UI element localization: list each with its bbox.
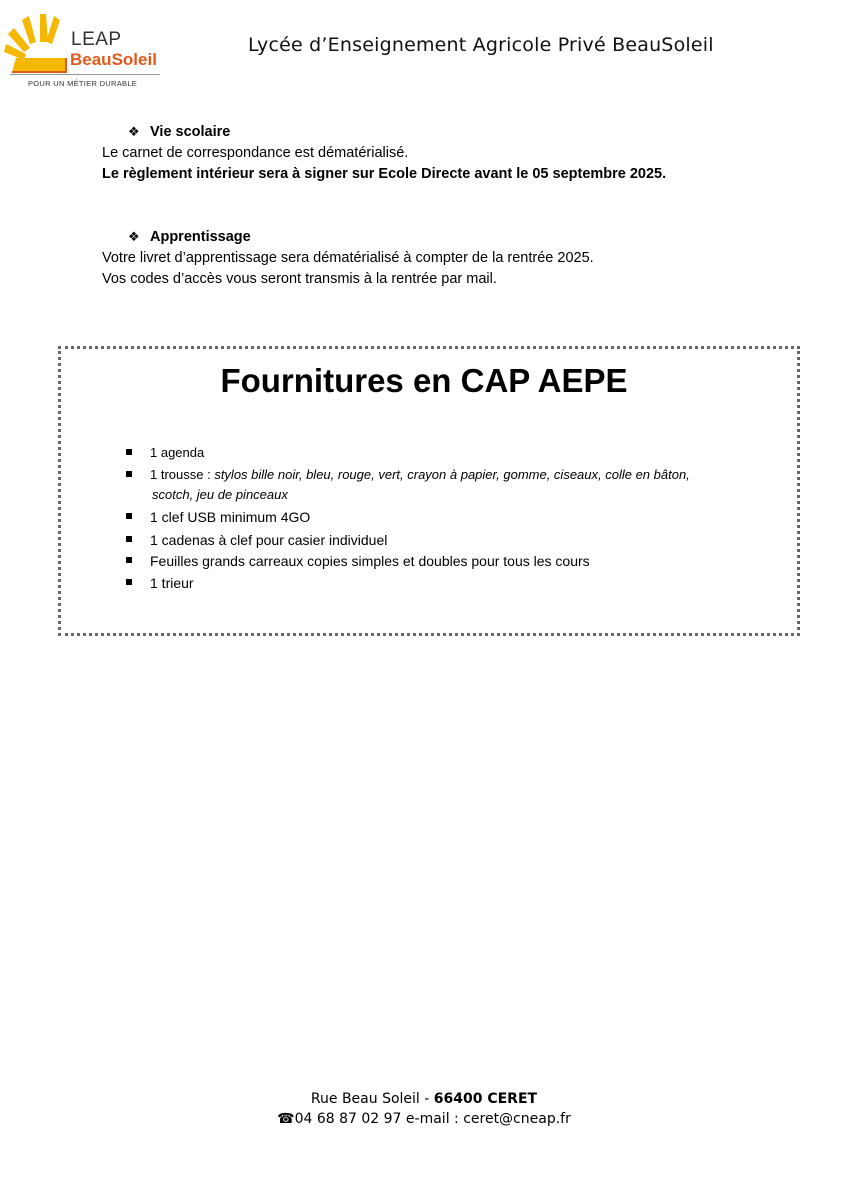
logo-leap-text: LEAP bbox=[71, 29, 122, 50]
list-item: 1 cadenas à clef pour casier individuel bbox=[126, 532, 387, 548]
logo-tagline: POUR UN MÉTIER DURABLE bbox=[28, 79, 138, 88]
phone-icon: ☎ bbox=[277, 1111, 295, 1127]
school-name: Lycée d’Enseignement Agricole Privé BeauSoleil bbox=[248, 34, 714, 56]
square-bullet-icon bbox=[126, 557, 132, 563]
list-item: 1 clef USB minimum 4GO bbox=[126, 509, 310, 525]
apprentissage-line2: Vos codes d’accès vous seront transmis à la rentrée par mail. bbox=[102, 271, 497, 287]
apprentissage-title: Apprentissage bbox=[150, 229, 251, 245]
vie-scolaire-line2: Le règlement intérieur sera à signer sur Ecole Directe avant le 05 septembre 2025. bbox=[102, 166, 667, 182]
diamond-bullet-icon: ❖ bbox=[128, 229, 140, 244]
vie-scolaire-heading bbox=[128, 124, 230, 140]
diamond-bullet-icon: ❖ bbox=[128, 124, 140, 139]
logo-divider bbox=[10, 74, 160, 75]
footer-contact: ☎04 68 87 02 97 e-mail : ceret@cneap.fr bbox=[277, 1111, 571, 1127]
school-logo bbox=[4, 12, 160, 92]
square-bullet-icon bbox=[126, 471, 132, 477]
square-bullet-icon bbox=[126, 513, 132, 519]
list-item: Feuilles grands carreaux copies simples et doubles pour tous les cours bbox=[126, 553, 590, 569]
apprentissage-heading bbox=[128, 229, 251, 245]
apprentissage-line1: Votre livret d’apprentissage sera dématérialisé à compter de la rentrée 2025. bbox=[102, 250, 594, 266]
list-item: 1 agenda bbox=[126, 445, 204, 460]
footer-address: Rue Beau Soleil - 66400 CERET bbox=[310, 1091, 538, 1107]
square-bullet-icon bbox=[126, 579, 132, 585]
fournitures-title: Fournitures en CAP AEPE bbox=[220, 362, 628, 399]
list-item-continuation: scotch, jeu de pinceaux bbox=[152, 487, 288, 502]
vie-scolaire-line1: Le carnet de correspondance est dématérialisé. bbox=[102, 145, 409, 161]
list-item: 1 trieur bbox=[126, 575, 194, 591]
square-bullet-icon bbox=[126, 449, 132, 455]
square-bullet-icon bbox=[126, 536, 132, 542]
vie-scolaire-title: Vie scolaire bbox=[150, 124, 231, 140]
sun-logo-icon bbox=[4, 12, 74, 78]
logo-beausoleil-text: BeauSoleil bbox=[70, 50, 157, 69]
list-item: 1 trousse : stylos bille noir, bleu, rouge, vert, crayon à papier, gomme, ciseaux, colle en bâton, bbox=[126, 467, 690, 482]
